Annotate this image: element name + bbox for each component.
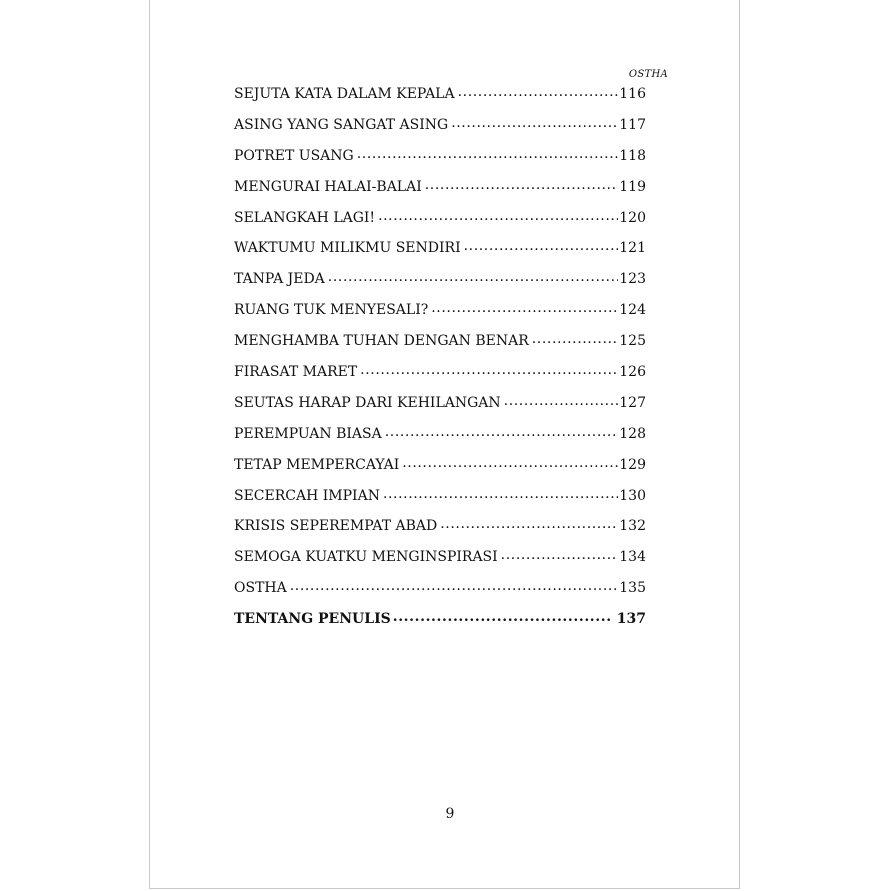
- toc-entry[interactable]: [234, 547, 646, 578]
- toc-entry-title: SEMOGA KUATKU MENGINSPIRASI: [234, 549, 498, 566]
- toc-entry-page: 128: [619, 425, 646, 442]
- toc-entry[interactable]: [234, 238, 646, 269]
- toc-entry-title: SEJUTA KATA DALAM KEPALA: [234, 86, 455, 102]
- toc-entry-title: SELANGKAH LAGI!: [234, 209, 376, 226]
- toc-dot-leader: [464, 238, 619, 252]
- toc-entry-page: 126: [619, 364, 646, 381]
- toc-dot-leader: [402, 455, 618, 469]
- toc-entry[interactable]: [234, 115, 646, 146]
- toc-entry[interactable]: [234, 362, 646, 393]
- toc-entry[interactable]: [234, 84, 646, 115]
- toc-dot-leader: [378, 208, 618, 222]
- toc-dot-leader: [440, 516, 618, 530]
- toc-entry-page: 118: [619, 147, 646, 164]
- toc-entry-title: TANPA JEDA: [234, 271, 325, 288]
- page-number: 9: [445, 806, 455, 822]
- toc-entry-title: SEUTAS HARAP DARI KEHILANGAN: [234, 394, 501, 411]
- toc-entry-page: 120: [619, 209, 646, 226]
- toc-dot-leader: [431, 300, 618, 314]
- toc-entry[interactable]: [234, 269, 646, 300]
- toc-entry[interactable]: [234, 208, 646, 239]
- toc-entry[interactable]: [234, 516, 646, 547]
- toc-dot-leader: [501, 547, 619, 561]
- toc-entry-about-author[interactable]: [234, 609, 646, 640]
- toc-entry[interactable]: [234, 177, 646, 208]
- toc-dot-leader: [360, 362, 618, 376]
- toc-dot-leader: [385, 424, 619, 438]
- toc-dot-leader: [504, 393, 619, 407]
- toc-dot-leader: [393, 609, 613, 623]
- toc-entry-title: POTRET USANG: [234, 147, 354, 164]
- toc-entry-page: 119: [619, 178, 646, 195]
- toc-entry-title: SECERCAH IMPIAN: [234, 487, 380, 504]
- toc-entry-title: MENGURAI HALAI-BALAI: [234, 178, 422, 195]
- toc-entry[interactable]: [234, 331, 646, 362]
- toc-entry-title: RUANG TUK MENYESALI?: [234, 302, 429, 319]
- toc-entry-title: KRISIS SEPEREMPAT ABAD: [234, 518, 438, 535]
- toc-entry-title: TETAP MEMPERCAYAI: [234, 456, 400, 473]
- toc-entry-page: 116: [619, 86, 646, 102]
- toc-dot-leader: [357, 146, 619, 160]
- toc-dot-leader: [383, 486, 618, 500]
- toc-dot-leader: [451, 115, 618, 129]
- toc-entry-page: 125: [619, 333, 646, 350]
- toc-entry-title: ASING YANG SANGAT ASING: [234, 116, 449, 133]
- toc-entry[interactable]: [234, 578, 646, 609]
- toc-entry[interactable]: [234, 486, 646, 517]
- running-head: OSTHA: [628, 69, 668, 80]
- toc-dot-leader: [290, 578, 619, 592]
- toc-dot-leader: [328, 269, 618, 283]
- toc-entry-page: 137: [616, 611, 646, 628]
- toc-entry-title: PEREMPUAN BIASA: [234, 425, 382, 442]
- toc-dot-leader: [458, 84, 619, 98]
- table-of-contents: [234, 84, 646, 640]
- toc-entry-page: 127: [619, 394, 646, 411]
- toc-entry[interactable]: [234, 455, 646, 486]
- toc-entry-page: 124: [619, 302, 646, 319]
- toc-entry[interactable]: [234, 424, 646, 455]
- toc-dot-leader: [532, 331, 619, 345]
- toc-entry-page: 130: [619, 487, 646, 504]
- toc-entry[interactable]: [234, 146, 646, 177]
- toc-entry-page: 129: [619, 456, 646, 473]
- toc-entry-page: 123: [619, 271, 646, 288]
- toc-entry-page: 134: [619, 549, 646, 566]
- toc-entry-page: 117: [619, 116, 646, 133]
- toc-entry-page: 132: [619, 518, 646, 535]
- toc-entry-page: 135: [619, 580, 646, 597]
- toc-entry-title: WAKTUMU MILIKMU SENDIRI: [234, 240, 461, 257]
- toc-entry-title: TENTANG PENULIS: [234, 611, 391, 628]
- toc-entry[interactable]: [234, 393, 646, 424]
- toc-entry-page: 121: [619, 240, 646, 257]
- toc-entry-title: FIRASAT MARET: [234, 364, 358, 381]
- toc-entry-title: OSTHA: [234, 580, 287, 597]
- toc-dot-leader: [425, 177, 619, 191]
- toc-entry[interactable]: [234, 300, 646, 331]
- toc-entry-title: MENGHAMBA TUHAN DENGAN BENAR: [234, 333, 529, 350]
